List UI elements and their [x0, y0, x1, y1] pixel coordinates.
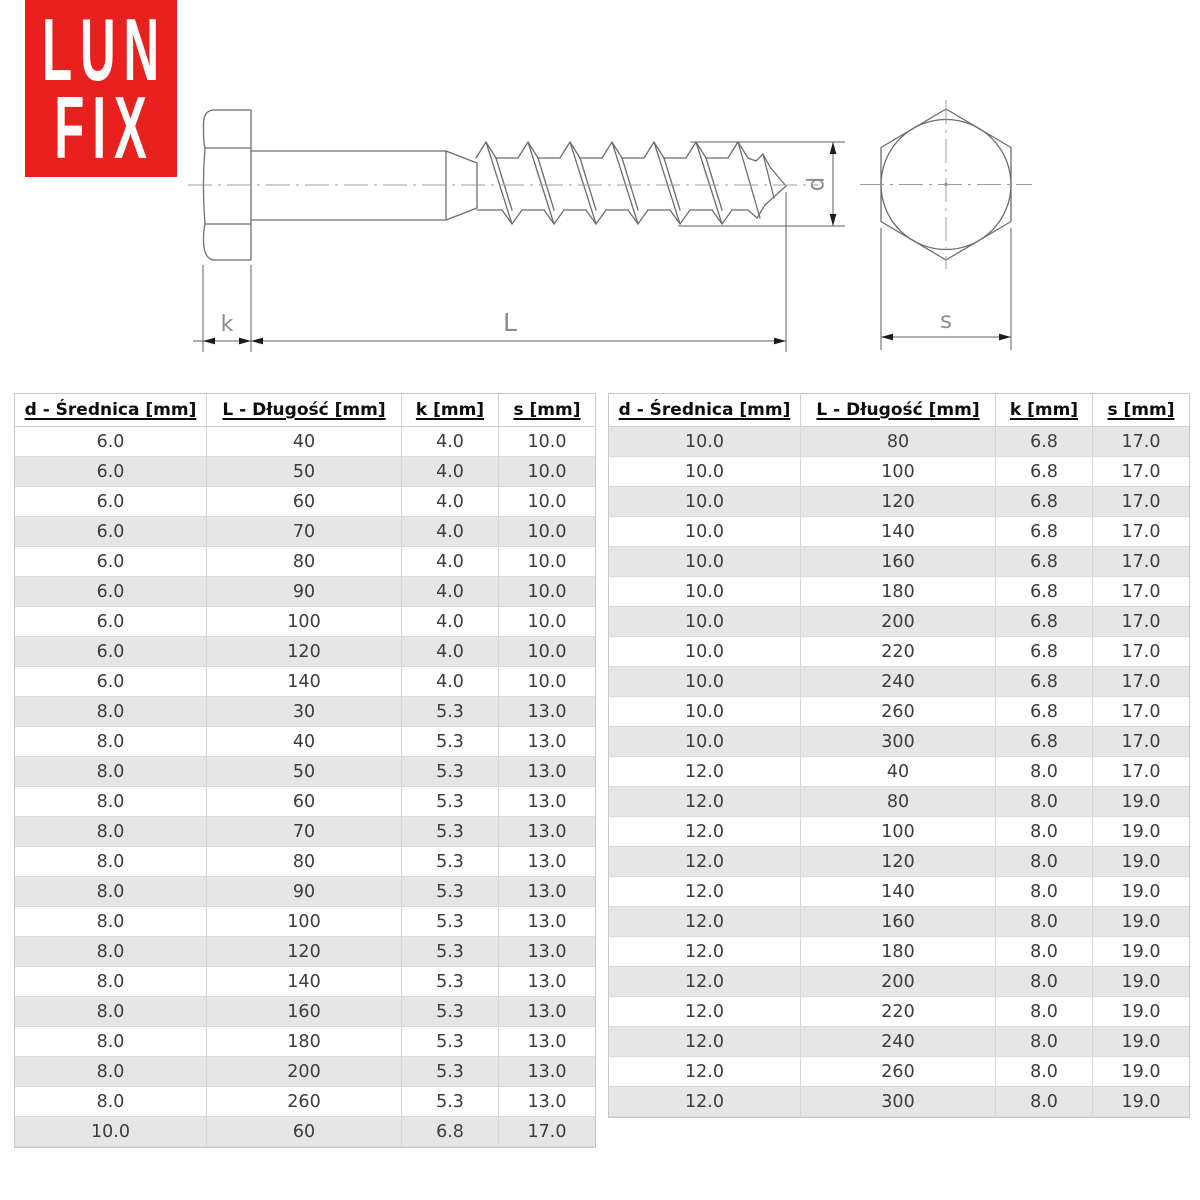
table-row — [609, 1057, 1189, 1087]
spec-table-right — [608, 393, 1190, 1118]
table-cell: 13.0 — [499, 757, 595, 787]
column-header-s: s [mm] — [499, 394, 595, 427]
table-cell: 19.0 — [1093, 1027, 1189, 1057]
table-cell: 100 — [207, 907, 402, 937]
table-cell: 140 — [801, 877, 996, 907]
table-cell: 6.8 — [996, 547, 1093, 577]
table-cell: 6.0 — [15, 577, 207, 607]
table-cell: 10.0 — [609, 577, 801, 607]
table-cell: 10.0 — [609, 487, 801, 517]
table-row — [609, 817, 1189, 847]
table-cell: 19.0 — [1093, 817, 1189, 847]
table-cell: 60 — [207, 1117, 402, 1147]
table-row — [609, 787, 1189, 817]
column-header-k: k [mm] — [996, 394, 1093, 427]
table-cell: 10.0 — [499, 547, 595, 577]
table-cell: 5.3 — [402, 1087, 499, 1117]
table-cell: 5.3 — [402, 907, 499, 937]
table-cell: 8.0 — [15, 817, 207, 847]
table-cell: 8.0 — [996, 997, 1093, 1027]
table-cell: 120 — [801, 487, 996, 517]
table-cell: 100 — [801, 817, 996, 847]
table-cell: 6.0 — [15, 427, 207, 457]
table-cell: 5.3 — [402, 847, 499, 877]
table-cell: 6.8 — [996, 667, 1093, 697]
table-row — [609, 547, 1189, 577]
table-cell: 180 — [801, 937, 996, 967]
dimension-lines — [193, 142, 1011, 352]
table-row — [15, 487, 595, 517]
table-cell: 13.0 — [499, 907, 595, 937]
table-cell: 8.0 — [15, 697, 207, 727]
table-cell: 180 — [801, 577, 996, 607]
table-cell: 4.0 — [402, 487, 499, 517]
table-cell: 300 — [801, 727, 996, 757]
table-cell: 12.0 — [609, 967, 801, 997]
table-cell: 19.0 — [1093, 997, 1189, 1027]
table-row — [609, 907, 1189, 937]
table-row — [15, 997, 595, 1027]
table-cell: 40 — [801, 757, 996, 787]
table-row — [609, 487, 1189, 517]
table-row — [609, 997, 1189, 1027]
screw-tip — [748, 154, 786, 218]
column-header-length: L - Długość [mm] — [801, 394, 996, 427]
table-cell: 4.0 — [402, 637, 499, 667]
table-cell: 12.0 — [609, 817, 801, 847]
table-cell: 13.0 — [499, 1027, 595, 1057]
table-cell: 8.0 — [996, 1087, 1093, 1117]
column-header-k: k [mm] — [402, 394, 499, 427]
column-header-diameter: d - Średnica [mm] — [15, 394, 207, 427]
table-row — [609, 757, 1189, 787]
table-cell: 5.3 — [402, 1027, 499, 1057]
table-cell: 8.0 — [996, 907, 1093, 937]
table-cell: 17.0 — [1093, 697, 1189, 727]
table-cell: 220 — [801, 997, 996, 1027]
table-header-row — [609, 394, 1189, 427]
table-cell: 260 — [207, 1087, 402, 1117]
table-cell: 5.3 — [402, 967, 499, 997]
dimension-labels — [221, 177, 952, 337]
table-cell: 8.0 — [15, 757, 207, 787]
table-cell: 17.0 — [1093, 457, 1189, 487]
table-cell: 19.0 — [1093, 907, 1189, 937]
table-cell: 10.0 — [499, 607, 595, 637]
table-cell: 13.0 — [499, 1087, 595, 1117]
table-cell: 12.0 — [609, 1027, 801, 1057]
table-cell: 10.0 — [609, 607, 801, 637]
table-cell: 5.3 — [402, 877, 499, 907]
table-cell: 17.0 — [1093, 427, 1189, 457]
logo-text-line1: LUN — [42, 0, 168, 99]
table-row — [609, 877, 1189, 907]
table-cell: 12.0 — [609, 1057, 801, 1087]
table-cell: 4.0 — [402, 577, 499, 607]
table-cell: 4.0 — [402, 457, 499, 487]
table-row — [15, 817, 595, 847]
table-cell: 19.0 — [1093, 787, 1189, 817]
table-cell: 5.3 — [402, 727, 499, 757]
table-cell: 10.0 — [609, 727, 801, 757]
table-cell: 13.0 — [499, 787, 595, 817]
table-cell: 240 — [801, 667, 996, 697]
table-cell: 70 — [207, 517, 402, 547]
table-cell: 10.0 — [609, 517, 801, 547]
table-cell: 6.8 — [996, 517, 1093, 547]
table-cell: 17.0 — [1093, 757, 1189, 787]
table-row — [609, 967, 1189, 997]
table-cell: 5.3 — [402, 697, 499, 727]
table-cell: 8.0 — [15, 877, 207, 907]
table-cell: 10.0 — [609, 637, 801, 667]
table-cell: 6.0 — [15, 547, 207, 577]
table-cell: 10.0 — [609, 427, 801, 457]
table-cell: 8.0 — [996, 817, 1093, 847]
table-row — [15, 1027, 595, 1057]
table-row — [15, 877, 595, 907]
table-cell: 17.0 — [1093, 487, 1189, 517]
table-cell: 10.0 — [499, 487, 595, 517]
table-cell: 6.0 — [15, 457, 207, 487]
dim-label-d: d — [803, 176, 830, 192]
table-cell: 8.0 — [996, 967, 1093, 997]
table-cell: 10.0 — [609, 697, 801, 727]
table-cell: 6.8 — [996, 487, 1093, 517]
table-cell: 200 — [801, 967, 996, 997]
table-cell: 4.0 — [402, 517, 499, 547]
table-cell: 260 — [801, 1057, 996, 1087]
table-cell: 6.8 — [996, 637, 1093, 667]
table-row — [609, 577, 1189, 607]
column-header-length: L - Długość [mm] — [207, 394, 402, 427]
table-row — [609, 427, 1189, 457]
table-cell: 8.0 — [15, 907, 207, 937]
technical-drawing — [0, 0, 1200, 385]
table-cell: 30 — [207, 697, 402, 727]
table-cell: 17.0 — [1093, 577, 1189, 607]
table-cell: 200 — [801, 607, 996, 637]
table-cell: 160 — [801, 907, 996, 937]
table-cell: 6.8 — [996, 607, 1093, 637]
table-cell: 5.3 — [402, 757, 499, 787]
table-cell: 140 — [801, 517, 996, 547]
table-cell: 60 — [207, 487, 402, 517]
table-cell: 90 — [207, 577, 402, 607]
table-cell: 6.0 — [15, 517, 207, 547]
table-cell: 6.0 — [15, 637, 207, 667]
table-row — [609, 517, 1189, 547]
table-cell: 12.0 — [609, 877, 801, 907]
table-cell: 12.0 — [609, 1087, 801, 1117]
table-row — [15, 697, 595, 727]
table-cell: 10.0 — [609, 547, 801, 577]
table-body — [15, 427, 595, 1147]
table-cell: 4.0 — [402, 607, 499, 637]
table-cell: 6.0 — [15, 667, 207, 697]
table-cell: 8.0 — [996, 1027, 1093, 1057]
table-cell: 300 — [801, 1087, 996, 1117]
table-cell: 17.0 — [1093, 637, 1189, 667]
table-cell: 10.0 — [609, 667, 801, 697]
table-cell: 200 — [207, 1057, 402, 1087]
table-cell: 10.0 — [499, 667, 595, 697]
table-cell: 19.0 — [1093, 1087, 1189, 1117]
table-cell: 50 — [207, 757, 402, 787]
table-cell: 8.0 — [15, 727, 207, 757]
table-row — [15, 667, 595, 697]
table-row — [15, 937, 595, 967]
table-cell: 40 — [207, 427, 402, 457]
table-cell: 10.0 — [15, 1117, 207, 1147]
table-cell: 180 — [207, 1027, 402, 1057]
table-cell: 8.0 — [15, 847, 207, 877]
table-cell: 17.0 — [1093, 667, 1189, 697]
table-cell: 5.3 — [402, 817, 499, 847]
table-cell: 40 — [207, 727, 402, 757]
table-row — [15, 757, 595, 787]
table-row — [609, 457, 1189, 487]
table-row — [609, 1087, 1189, 1117]
table-cell: 8.0 — [15, 1087, 207, 1117]
table-cell: 19.0 — [1093, 967, 1189, 997]
table-row — [15, 637, 595, 667]
table-row — [15, 517, 595, 547]
table-cell: 8.0 — [996, 1057, 1093, 1087]
table-cell: 4.0 — [402, 427, 499, 457]
table-cell: 19.0 — [1093, 877, 1189, 907]
table-cell: 8.0 — [15, 787, 207, 817]
table-row — [609, 847, 1189, 877]
table-header-row — [15, 394, 595, 427]
table-row — [15, 427, 595, 457]
table-row — [609, 637, 1189, 667]
table-cell: 10.0 — [499, 517, 595, 547]
table-cell: 6.8 — [402, 1117, 499, 1147]
column-header-diameter: d - Średnica [mm] — [609, 394, 801, 427]
table-cell: 17.0 — [1093, 607, 1189, 637]
table-row — [15, 967, 595, 997]
table-row — [15, 1087, 595, 1117]
table-cell: 4.0 — [402, 667, 499, 697]
k-extension-lines — [203, 265, 251, 352]
table-cell: 10.0 — [499, 637, 595, 667]
table-cell: 6.8 — [996, 427, 1093, 457]
table-cell: 80 — [801, 427, 996, 457]
table-cell: 6.8 — [996, 577, 1093, 607]
table-cell: 13.0 — [499, 817, 595, 847]
table-row — [15, 457, 595, 487]
table-cell: 13.0 — [499, 877, 595, 907]
table-cell: 8.0 — [996, 877, 1093, 907]
table-cell: 10.0 — [499, 577, 595, 607]
centerlines — [188, 100, 1032, 269]
table-cell: 17.0 — [1093, 547, 1189, 577]
table-cell: 80 — [207, 547, 402, 577]
table-cell: 220 — [801, 637, 996, 667]
table-cell: 240 — [801, 1027, 996, 1057]
table-row — [15, 907, 595, 937]
table-cell: 260 — [801, 697, 996, 727]
table-cell: 6.8 — [996, 727, 1093, 757]
table-row — [15, 787, 595, 817]
spec-table-left — [14, 393, 596, 1148]
dim-label-k: k — [220, 312, 234, 337]
table-cell: 12.0 — [609, 787, 801, 817]
table-cell: 12.0 — [609, 937, 801, 967]
table-row — [15, 727, 595, 757]
table-cell: 70 — [207, 817, 402, 847]
table-cell: 8.0 — [15, 1027, 207, 1057]
table-cell: 10.0 — [499, 457, 595, 487]
table-cell: 19.0 — [1093, 1057, 1189, 1087]
table-row — [609, 667, 1189, 697]
column-header-s: s [mm] — [1093, 394, 1189, 427]
table-cell: 80 — [207, 847, 402, 877]
table-cell: 50 — [207, 457, 402, 487]
table-cell: 13.0 — [499, 697, 595, 727]
table-cell: 6.0 — [15, 487, 207, 517]
table-cell: 6.8 — [996, 457, 1093, 487]
table-cell: 100 — [801, 457, 996, 487]
table-cell: 6.8 — [996, 697, 1093, 727]
hex-head-facet-lines — [205, 148, 251, 224]
table-cell: 8.0 — [996, 757, 1093, 787]
table-cell: 120 — [207, 637, 402, 667]
table-row — [15, 607, 595, 637]
table-row — [15, 1117, 595, 1147]
table-cell: 12.0 — [609, 907, 801, 937]
table-cell: 100 — [207, 607, 402, 637]
table-cell: 8.0 — [996, 937, 1093, 967]
table-cell: 13.0 — [499, 1057, 595, 1087]
table-cell: 60 — [207, 787, 402, 817]
table-cell: 13.0 — [499, 997, 595, 1027]
table-cell: 17.0 — [499, 1117, 595, 1147]
table-cell: 12.0 — [609, 757, 801, 787]
table-cell: 6.0 — [15, 607, 207, 637]
table-row — [609, 607, 1189, 637]
table-cell: 17.0 — [1093, 517, 1189, 547]
table-cell: 140 — [207, 967, 402, 997]
table-cell: 5.3 — [402, 997, 499, 1027]
table-cell: 160 — [207, 997, 402, 1027]
table-cell: 17.0 — [1093, 727, 1189, 757]
table-row — [609, 937, 1189, 967]
table-cell: 8.0 — [15, 1057, 207, 1087]
table-cell: 90 — [207, 877, 402, 907]
dim-label-s: s — [940, 308, 952, 334]
table-cell: 8.0 — [15, 967, 207, 997]
table-cell: 12.0 — [609, 847, 801, 877]
table-row — [609, 1027, 1189, 1057]
table-cell: 8.0 — [996, 787, 1093, 817]
table-cell: 160 — [801, 547, 996, 577]
table-cell: 10.0 — [609, 457, 801, 487]
dim-label-l: L — [503, 308, 517, 337]
table-cell: 140 — [207, 667, 402, 697]
table-cell: 8.0 — [15, 997, 207, 1027]
table-cell: 19.0 — [1093, 847, 1189, 877]
table-cell: 120 — [801, 847, 996, 877]
table-cell: 12.0 — [609, 997, 801, 1027]
table-cell: 80 — [801, 787, 996, 817]
table-row — [609, 697, 1189, 727]
table-cell: 4.0 — [402, 547, 499, 577]
table-cell: 5.3 — [402, 1057, 499, 1087]
table-cell: 5.3 — [402, 787, 499, 817]
dimension-arrowheads — [203, 142, 1011, 344]
table-cell: 5.3 — [402, 937, 499, 967]
table-cell: 13.0 — [499, 727, 595, 757]
table-cell: 13.0 — [499, 847, 595, 877]
table-body — [609, 427, 1189, 1117]
table-cell: 19.0 — [1093, 937, 1189, 967]
table-cell: 13.0 — [499, 967, 595, 997]
table-cell: 120 — [207, 937, 402, 967]
table-row — [15, 577, 595, 607]
table-row — [15, 847, 595, 877]
table-cell: 8.0 — [996, 847, 1093, 877]
table-row — [15, 547, 595, 577]
table-cell: 13.0 — [499, 937, 595, 967]
logo-text-line2: FIX — [54, 76, 156, 177]
table-cell: 10.0 — [499, 427, 595, 457]
table-row — [609, 727, 1189, 757]
table-cell: 8.0 — [15, 937, 207, 967]
table-row — [15, 1057, 595, 1087]
